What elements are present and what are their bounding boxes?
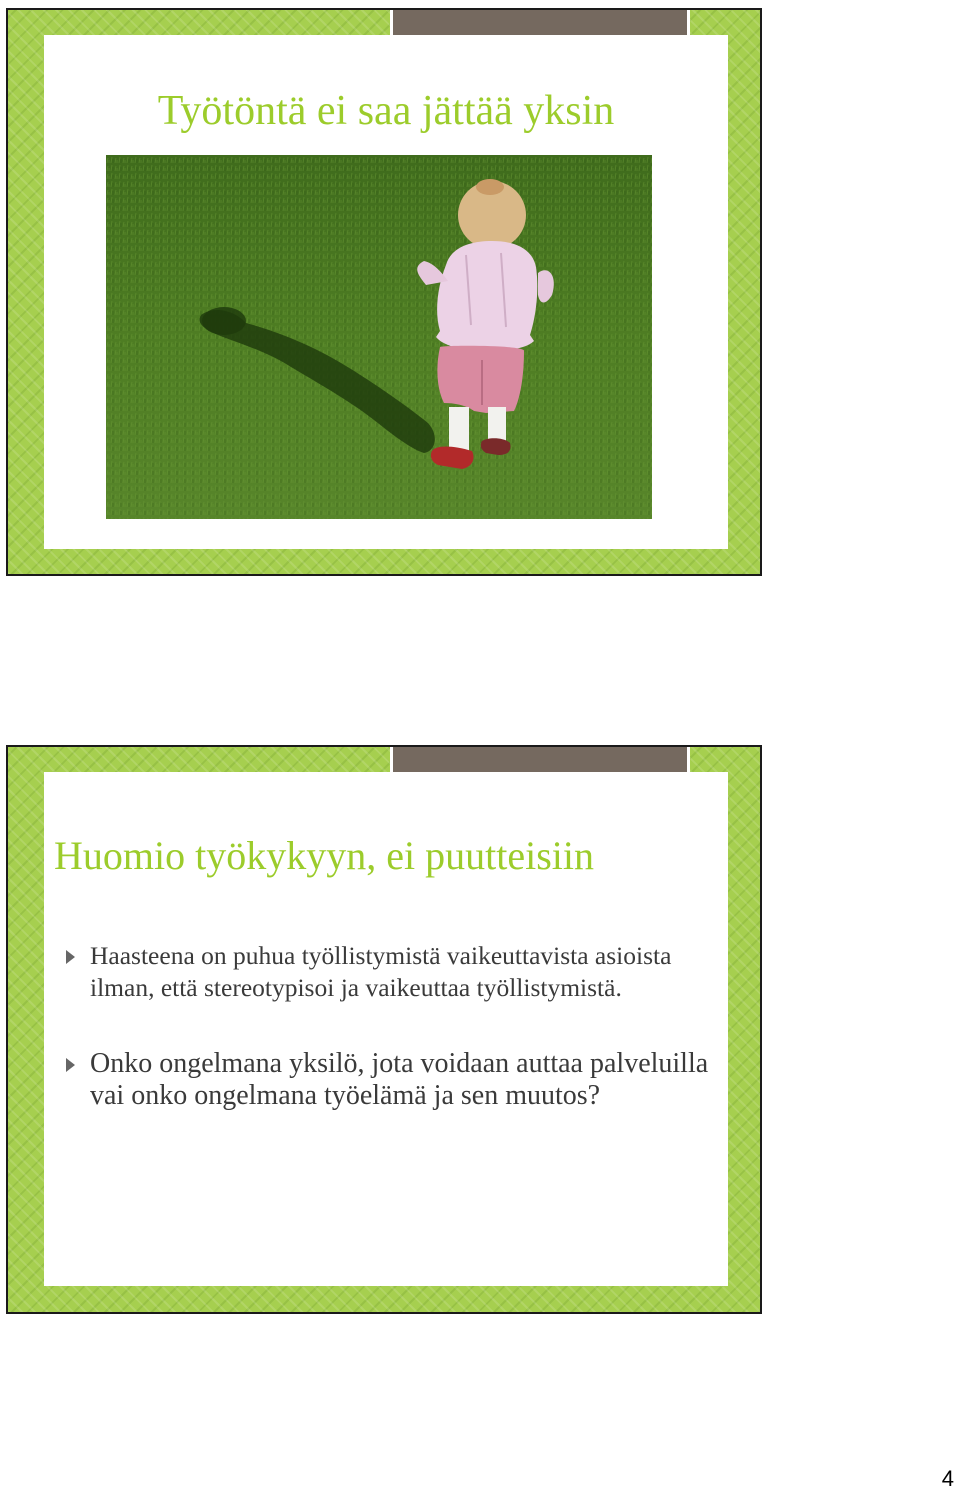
slide-2-bullet-list — [64, 940, 724, 1156]
list-item — [64, 940, 724, 1004]
photo-child-on-grass — [106, 155, 652, 519]
page-number: 4 — [941, 1466, 954, 1491]
list-item — [64, 1048, 724, 1112]
slide-1-title: Työtöntä ei saa jättää yksin — [157, 88, 615, 134]
slide-1-content-panel — [44, 35, 728, 549]
slide-2 — [6, 745, 762, 1314]
slide-2-title: Huomio työkykyyn, ei puutteisiin — [54, 833, 594, 878]
triangle-bullet-icon — [66, 950, 75, 964]
bullet-text: Onko ongelmana yksilö, jota voidaan auttaa palveluilla vai onko ongelmana työelämä ja sen muutos? — [90, 1048, 709, 1111]
bullet-text: Haasteena on puhua työllistymistä vaikeuttavista asioista ilman, että stereotypisoi ja vaikeuttaa työllistymistä. — [90, 941, 672, 1002]
slide-1 — [6, 8, 762, 576]
triangle-bullet-icon — [66, 1058, 75, 1072]
slide-2-content-panel — [44, 772, 728, 1286]
